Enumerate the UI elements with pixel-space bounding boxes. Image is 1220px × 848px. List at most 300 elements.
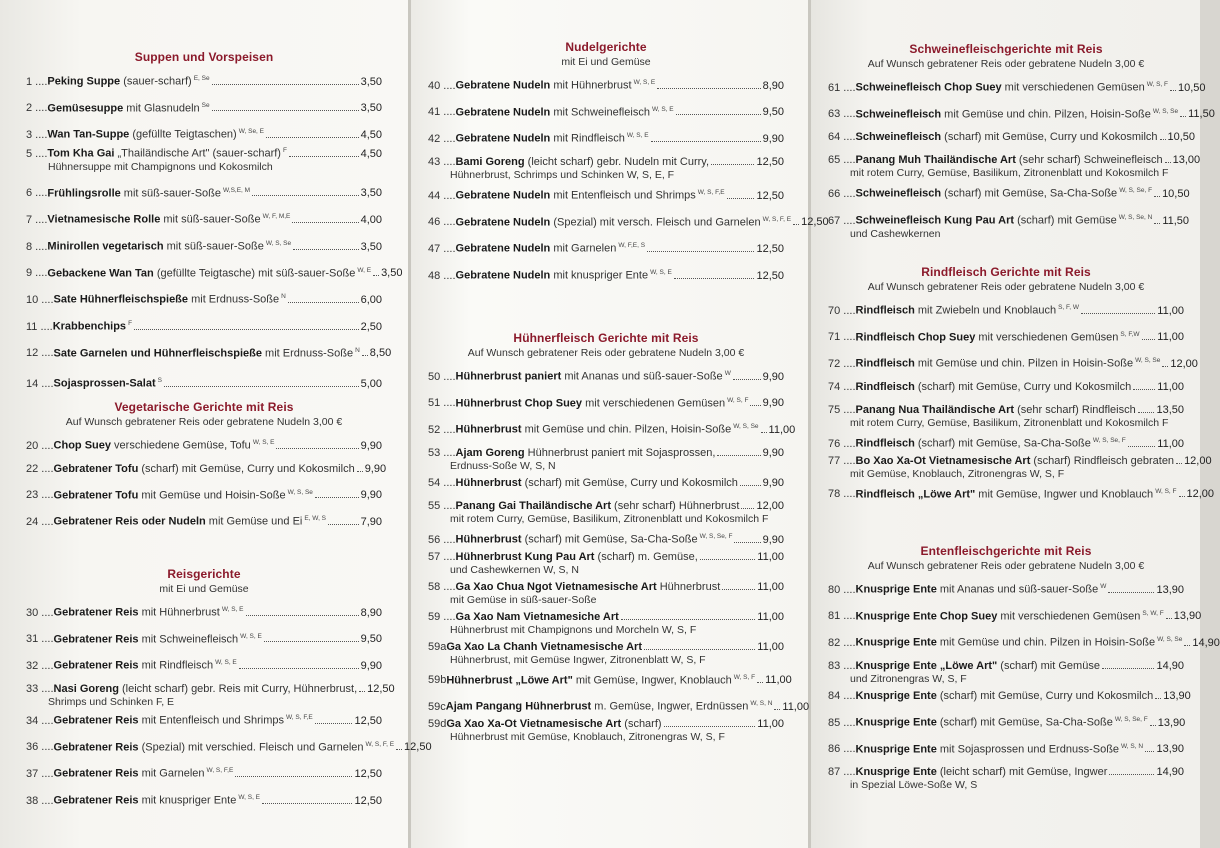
item-allergens: W (724, 370, 731, 377)
menu-item (26, 344, 392, 361)
item-text (856, 154, 1163, 167)
item-name: Tom Kha Gai (47, 147, 115, 160)
item-text (456, 551, 698, 564)
menu-item (428, 611, 784, 637)
item-name: Ga Xao Xa-Ot Vietnamesische Art (446, 717, 622, 730)
item-text (54, 656, 237, 673)
menu-item (828, 740, 1184, 757)
menu-item-row (26, 210, 382, 227)
dot-leader (657, 88, 760, 89)
dot-leader (1145, 751, 1154, 752)
item-text (456, 394, 749, 411)
item-description: (leicht scharf) gebr. Nudeln mit Curry, (524, 155, 710, 168)
item-text (856, 690, 1154, 703)
item-text (456, 129, 649, 146)
dot-leader (1138, 412, 1155, 413)
menu-item (828, 454, 1212, 481)
section-subtitle: Auf Wunsch gebratener Reis oder gebratene Nudeln 3,00 € (867, 560, 1145, 572)
item-name: Ga Xao Nam Vietnamesiche Art (455, 610, 619, 623)
menu-item (26, 462, 387, 476)
menu-item (828, 301, 1184, 318)
item-number: 51 .... (428, 397, 456, 410)
item-price: 8,90 (762, 79, 784, 92)
section-title: Entenfleischgerichte mit Reis (920, 544, 1092, 558)
item-allergens: N (355, 346, 360, 354)
item-description: mit knuspriger Ente (550, 269, 649, 282)
section-subtitle: Auf Wunsch gebratener Reis oder gebratene Nudeln 3,00 € (867, 58, 1145, 70)
item-number: 64 .... (828, 131, 856, 144)
menu-item (828, 633, 1220, 650)
dot-leader (774, 709, 780, 710)
item-name: Gebratener Tofu (53, 462, 139, 475)
dot-leader (357, 471, 363, 472)
item-text (54, 374, 162, 391)
dot-leader (1160, 139, 1166, 140)
item-price: 11,00 (782, 700, 810, 713)
item-allergens: W, S, F, E (365, 740, 395, 748)
item-text (54, 436, 275, 453)
menu-item-row (26, 125, 382, 142)
item-text (47, 184, 250, 201)
menu-item-row (428, 671, 792, 688)
item-allergens: F (128, 319, 133, 327)
menu-item (428, 718, 784, 744)
item-description-line2: und Cashewkernen (850, 227, 941, 240)
dot-leader (651, 141, 761, 142)
item-name: Schweinefleisch Chop Suey (855, 81, 1002, 94)
menu-item-row (26, 264, 403, 281)
section-title: Reisgerichte (167, 567, 241, 581)
item-allergens: W, S, F,E (206, 767, 234, 775)
item-description: mit Erdnuss-Soße (188, 293, 280, 306)
item-price: 3,50 (360, 187, 382, 200)
item-description-line2: Hühnerbrust mit Champignons und Morcheln W, S, F (450, 623, 697, 636)
section-subtitle: mit Ei und Gemüse (159, 583, 249, 595)
item-number: 80 .... (828, 583, 856, 596)
dot-leader (644, 649, 755, 650)
item-allergens: W, S, F (1155, 487, 1177, 495)
item-allergens: E, Se (193, 75, 210, 82)
item-text (456, 420, 759, 437)
item-name: Hühnerbrust (455, 476, 522, 489)
item-text (856, 633, 1183, 650)
item-description: mit Gemüse und Ei (205, 515, 303, 528)
item-number: 32 .... (26, 659, 54, 672)
item-price: 11,00 (1157, 331, 1184, 344)
item-description: mit Garnelen (138, 767, 205, 780)
menu-item (828, 404, 1184, 430)
dot-leader (289, 156, 359, 157)
menu-item (428, 671, 792, 688)
item-text (856, 404, 1136, 417)
item-allergens: W, S, F, E (762, 215, 792, 223)
menu-item (428, 697, 810, 714)
item-allergens: W, S, E (650, 268, 672, 276)
section-suppen-vorspeisen (26, 50, 403, 391)
item-name: Minirollen vegetarisch (47, 240, 164, 253)
item-description: mit Gemüse und chin. Pilzen, Hoisin-Soße (941, 108, 1151, 121)
dot-leader (761, 432, 767, 433)
item-number: 85 .... (828, 716, 856, 729)
dot-leader (1108, 592, 1154, 593)
dot-leader (1179, 496, 1185, 497)
item-name: Panang Nua Thailändische Art (855, 403, 1015, 416)
item-description: mit Gemüse, Ingwer, Knoblauch (572, 674, 732, 687)
item-description: (scharf) m. Gemüse, (594, 550, 698, 563)
item-name: Knusprige Ente (855, 636, 937, 649)
section-title: Hühnerfleisch Gerichte mit Reis (513, 331, 699, 345)
menu-item (828, 131, 1196, 144)
dot-leader (1162, 366, 1168, 367)
item-number: 41 .... (428, 106, 456, 119)
menu-item-row (828, 689, 1191, 703)
item-text (54, 791, 260, 808)
item-name: Knusprige Ente (855, 743, 937, 756)
menu-item-row (26, 711, 382, 728)
item-price: 9,90 (762, 533, 784, 546)
item-number: 33 .... (26, 682, 54, 695)
item-description: (scharf) mit Gemüse (997, 659, 1100, 672)
item-allergens: W, S, Se (733, 423, 759, 431)
item-price: 9,90 (360, 489, 382, 502)
menu-item-row (828, 78, 1206, 95)
menu-item-row (26, 99, 382, 116)
item-name: Rindfleisch (855, 380, 915, 393)
dot-leader (164, 386, 359, 387)
item-number: 5 .... (26, 147, 48, 160)
section-title: Vegetarische Gerichte mit Reis (114, 400, 294, 414)
item-price: 11,00 (757, 640, 784, 653)
menu-item-list (828, 580, 1220, 792)
item-allergens: W, S, Se, F (699, 532, 733, 540)
item-allergens: W, S, Se, F (1119, 187, 1153, 195)
menu-item-row (26, 486, 382, 503)
item-description: m. Gemüse, Ingwer, Erdnüssen (591, 700, 749, 713)
menu-item (26, 486, 382, 503)
item-description: (scharf) mit Gemüse, Sa-Cha-Soße (941, 187, 1118, 200)
item-description: mit verschiedenen Gemüsen (997, 610, 1141, 623)
dot-leader (1154, 223, 1160, 224)
menu-item-row (428, 76, 784, 93)
item-price: 9,90 (762, 446, 784, 459)
item-name: Gebratener Reis (53, 659, 139, 672)
item-number: 8 .... (26, 240, 48, 253)
item-description: mit Gemüse und Hoisin-Soße (138, 489, 286, 502)
section-title: Nudelgerichte (565, 40, 647, 54)
item-price: 14,90 (1156, 659, 1184, 672)
dot-leader (750, 405, 760, 406)
item-price: 12,50 (354, 714, 382, 727)
item-price: 3,50 (360, 102, 382, 115)
menu-item (428, 581, 784, 607)
dot-leader (276, 448, 358, 449)
item-number: 1 .... (26, 75, 48, 88)
item-name: Knusprige Ente Chop Suey (855, 610, 998, 623)
item-description: (sauer-scharf) (120, 75, 192, 88)
item-allergens: W, S, F (727, 396, 749, 404)
item-text (856, 434, 1126, 451)
item-name: Rindfleisch „Löwe Art" (855, 488, 976, 501)
item-number: 53 .... (428, 446, 456, 459)
item-description: mit verschiedenen Gemüsen (582, 397, 726, 410)
menu-item (828, 154, 1201, 180)
item-name: Knusprige Ente „Löwe Art" (855, 659, 998, 672)
item-text (856, 328, 1140, 345)
menu-item (26, 144, 382, 174)
item-description: mit Schweinefleisch (550, 106, 650, 119)
dot-leader (239, 668, 359, 669)
item-number: 2 .... (26, 102, 48, 115)
menu-item (828, 689, 1191, 703)
item-price: 9,90 (762, 476, 784, 489)
item-number: 55 .... (428, 499, 456, 512)
menu-item-row (828, 740, 1184, 757)
item-name: Ajam Pangang Hühnerbrust (445, 700, 592, 713)
item-text (456, 477, 738, 490)
item-description: (scharf) Rindfleisch gebraten (1030, 454, 1175, 467)
item-allergens: W, S, F,E (286, 713, 313, 721)
section-subtitle: mit Ei und Gemüse (561, 56, 651, 68)
item-name: Rindfleisch Chop Suey (855, 331, 976, 344)
menu-item-row (428, 213, 829, 230)
item-name: Sate Hühnerfleischspieße (53, 293, 189, 306)
menu-item-row (828, 328, 1184, 345)
item-price: 12,50 (756, 269, 784, 282)
section-title: Schweinefleischgerichte mit Reis (909, 42, 1103, 56)
item-name: Panang Muh Thailändische Art (855, 154, 1016, 167)
item-description: mit Schweinefleisch (138, 633, 239, 646)
item-text (856, 381, 1132, 394)
section-subtitle: Auf Wunsch gebratener Reis oder gebratene Nudeln 3,00 € (65, 416, 343, 428)
item-text (856, 713, 1148, 730)
menu-item (428, 447, 784, 473)
item-name: Schweinefleisch (855, 131, 942, 144)
item-number: 47 .... (428, 242, 456, 255)
dot-leader (711, 164, 754, 165)
item-description: (scharf) mit Gemüse, Curry und Kokosmilch (914, 380, 1132, 393)
item-text (856, 78, 1168, 95)
item-text (856, 485, 1177, 502)
dot-leader (1165, 162, 1171, 163)
item-allergens: W, S, E (626, 132, 649, 140)
item-text (856, 105, 1179, 122)
menu-item-row (26, 603, 382, 620)
menu-item (428, 156, 784, 182)
item-name: Rindfleisch (855, 437, 915, 450)
item-number: 65 .... (828, 154, 856, 167)
item-description-line2: mit Gemüse, Knoblauch, Zitronengras W, S, F (850, 467, 1065, 480)
menu-item (828, 607, 1202, 624)
item-description: mit verschiedenen Gemüsen (1001, 81, 1145, 94)
item-price: 9,90 (762, 397, 784, 410)
menu-item (26, 237, 382, 254)
section-title: Rindfleisch Gerichte mit Reis (921, 265, 1091, 279)
menu-item-row (26, 791, 382, 808)
item-name: Gebratener Reis (53, 794, 139, 807)
item-name: Gebratener Tofu (53, 489, 139, 502)
item-price: 8,90 (360, 606, 382, 619)
item-description: mit Erdnuss-Soße (261, 347, 354, 360)
menu-item-row (428, 420, 796, 437)
item-name: Gebratener Reis (53, 714, 139, 727)
item-price: 7,90 (360, 515, 382, 528)
menu-item-row (828, 766, 1184, 779)
item-text (54, 512, 326, 529)
item-price: 4,50 (360, 147, 382, 160)
dot-leader (674, 278, 755, 279)
item-price: 3,50 (360, 75, 382, 88)
menu-item-row (428, 129, 784, 146)
item-description: mit Ananas und süß-sauer-Soße (561, 370, 723, 383)
section-huehnerfleisch-gerichte (428, 331, 810, 744)
item-number: 3 .... (26, 128, 48, 141)
dot-leader (266, 137, 359, 138)
item-number: 10 .... (26, 293, 54, 306)
item-description: (scharf) mit Gemüse, Sa-Cha-Soße (914, 437, 1091, 450)
item-allergens: W, S, E (238, 793, 261, 801)
item-allergens: W, S, N (1121, 742, 1144, 750)
item-description: (scharf) mit Gemüse, Curry und Kokosmilch (138, 462, 355, 475)
menu-item-row (428, 611, 784, 624)
item-description: mit verschiedenen Gemüsen (975, 331, 1119, 344)
item-price: 10,50 (1167, 131, 1196, 144)
menu-item (26, 72, 382, 89)
item-name: Chop Suey (53, 439, 111, 452)
dot-leader (1180, 116, 1186, 117)
dot-leader (722, 589, 755, 590)
item-name: Rindfleisch (855, 357, 915, 370)
menu-item (428, 500, 784, 526)
dot-leader (362, 355, 368, 356)
menu-item (828, 184, 1190, 201)
item-text (856, 455, 1175, 468)
item-text (54, 630, 262, 647)
section-reisgerichte (26, 567, 432, 808)
item-number: 78 .... (828, 488, 856, 501)
item-allergens: W, Se, E (238, 128, 265, 136)
item-name: Ga Xao Chua Ngot Vietnamesische Art (455, 580, 657, 593)
item-text (54, 603, 244, 620)
item-text (856, 607, 1164, 624)
item-allergens: F (282, 146, 287, 154)
item-description-line2: Hühnerbrust, mit Gemüse Ingwer, Zitronenblatt W, S, F (450, 653, 706, 666)
menu-item (26, 711, 382, 728)
menu-item-row (828, 580, 1184, 597)
item-price: 13,90 (1163, 689, 1191, 702)
item-price: 12,50 (354, 794, 382, 807)
dot-leader (1109, 774, 1154, 775)
menu-item (26, 374, 382, 391)
item-text (47, 210, 290, 227)
menu-item (828, 354, 1198, 371)
item-description-line2: Hühnerbrust, Schrimps und Schinken W, S, E, F (450, 168, 675, 181)
item-price: 12,00 (756, 499, 784, 512)
item-price: 12,50 (367, 682, 395, 695)
menu-item (26, 436, 382, 453)
item-text (47, 264, 371, 281)
item-price: 11,00 (757, 717, 784, 730)
item-price: 11,00 (765, 674, 792, 687)
item-allergens: Se (201, 101, 210, 109)
menu-item-row (428, 266, 784, 283)
item-price: 13,90 (1156, 583, 1184, 596)
item-number: 22 .... (26, 462, 54, 475)
menu-item (828, 211, 1190, 241)
item-text (47, 99, 209, 116)
item-name: Gebratener Reis oder Nudeln (53, 515, 206, 528)
item-allergens: W, S, E (221, 606, 244, 613)
item-name: Rindfleisch (855, 304, 915, 317)
menu-item (26, 656, 382, 673)
menu-item (828, 766, 1184, 792)
item-price: 4,50 (360, 128, 382, 141)
menu-item (828, 580, 1184, 597)
item-text (456, 367, 731, 384)
item-description: (gefüllte Teigtasche) mit süß-sauer-Soße (153, 267, 356, 280)
menu-item (428, 186, 784, 203)
item-allergens: S, F,W (1120, 330, 1140, 338)
item-number: 82 .... (828, 636, 856, 649)
menu-item-row (828, 660, 1184, 673)
item-number: 9 .... (26, 267, 48, 280)
item-description: (leicht scharf) gebr. Reis mit Curry, Hühnerbrust, (118, 682, 358, 695)
item-text (446, 671, 755, 688)
menu-item-list (26, 436, 387, 529)
dot-leader (315, 497, 359, 498)
item-price: 11,00 (768, 423, 796, 436)
item-price: 11,00 (1157, 380, 1184, 393)
item-text (856, 131, 1158, 144)
menu-item (828, 485, 1215, 502)
item-text (54, 463, 355, 476)
item-text (446, 718, 661, 731)
item-price: 6,00 (360, 293, 382, 306)
menu-item (428, 530, 784, 547)
item-name: Gebratene Nudeln (455, 189, 551, 202)
section-vegetarische-gerichte (26, 400, 387, 529)
item-number: 43 .... (428, 155, 456, 168)
menu-item-row (428, 500, 784, 513)
menu-item-row (26, 72, 382, 89)
fold-line (808, 0, 811, 848)
menu-item (828, 660, 1184, 686)
item-text (53, 317, 132, 334)
dot-leader (1128, 446, 1156, 447)
item-price: 12,00 (1170, 357, 1198, 370)
item-text (856, 301, 1080, 318)
item-name: Gebratene Nudeln (455, 106, 551, 119)
item-description: mit Gemüse, Ingwer und Knoblauch (975, 488, 1154, 501)
dot-leader (1150, 725, 1156, 726)
item-number: 52 .... (428, 423, 456, 436)
item-price: 8,50 (369, 347, 392, 360)
item-price: 13,50 (1156, 403, 1184, 416)
item-name: Gebackene Wan Tan (47, 267, 154, 280)
item-description: mit Glasnudeln (123, 102, 200, 115)
menu-item-row (428, 477, 784, 490)
dot-leader (741, 508, 754, 509)
item-price: 11,00 (1157, 437, 1184, 450)
item-price: 5,00 (360, 377, 382, 390)
menu-item-row (828, 485, 1215, 502)
item-description: mit süß-sauer-Soße (120, 187, 221, 200)
item-name: Knusprige Ente (855, 583, 937, 596)
item-text (47, 144, 287, 161)
item-name: Bo Xao Xa-Ot Vietnamesische Art (855, 454, 1031, 467)
item-description-line2: Hühnerbrust mit Gemüse, Knoblauch, Zitronengras W, S, F (450, 730, 725, 743)
item-description-line2: und Cashewkernen W, S, N (450, 563, 579, 576)
item-text (456, 266, 672, 283)
